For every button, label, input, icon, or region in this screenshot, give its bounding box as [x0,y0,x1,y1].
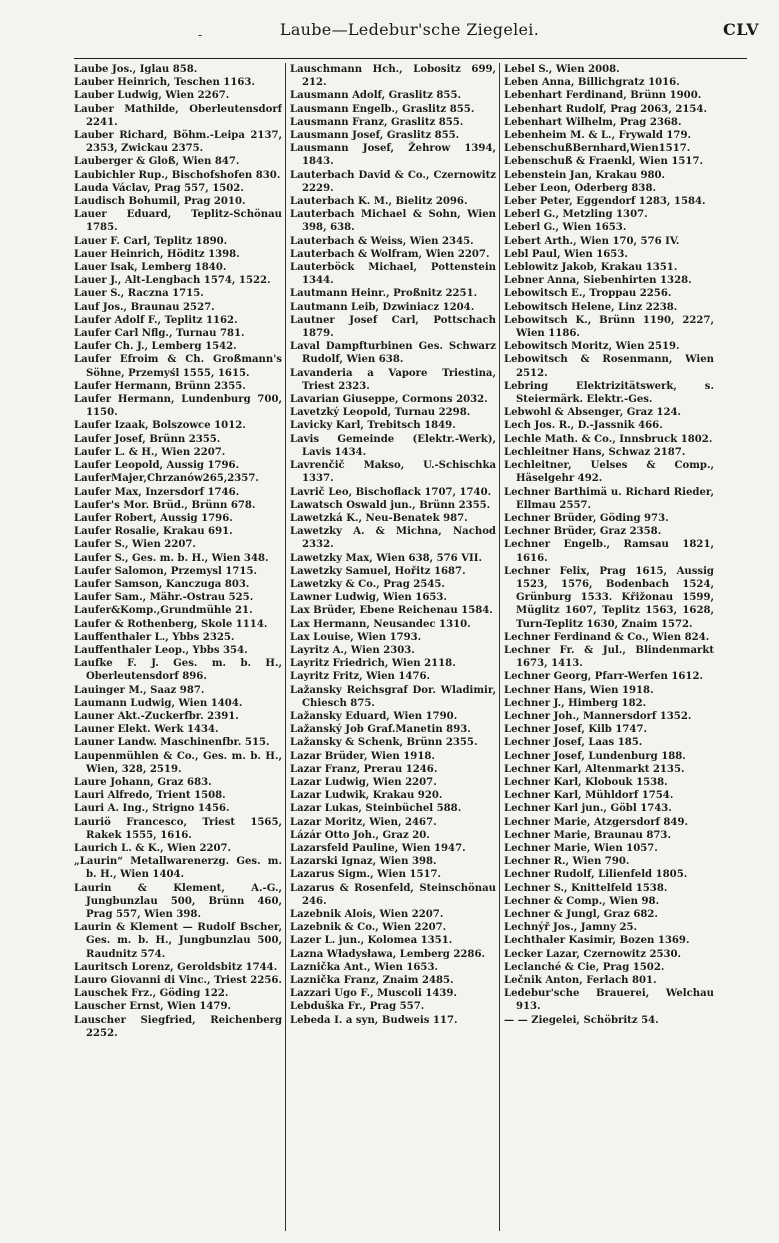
directory-entry: Lauriö Francesco, Triest 1565, Rakek 1555, 1616. [74,816,282,841]
directory-entry: Lebenhart Ferdinand, Brünn 1900. [504,90,702,102]
directory-entry: Lebowitsch & Rosenmann, Wien 2512. [504,354,714,379]
directory-entry: Laufer Carl Nflg., Turnau 781. [74,328,245,340]
directory-entry: Lauer F. Carl, Teplitz 1890. [74,235,228,247]
directory-entry: Laurich L. & K., Wien 2207. [74,842,232,854]
directory-entry: LauferMajer,Chrzanów265,2357. [74,473,259,485]
directory-entry: Lazar Franz, Prerau 1246. [290,763,438,775]
page-header [60,14,759,48]
directory-entry: Lauschek Frz., Göding 122. [74,988,229,1000]
directory-entry: Lebeda I. a syn, Budweis 117. [290,1014,458,1026]
directory-entry: Lechner S., Knittelfeld 1538. [504,882,668,894]
directory-entry: Launer Akt.-Zuckerfbr. 2391. [74,710,239,722]
directory-entry: Laufer Efroim & Ch. Großmann's Söhne, Przemyśl 1555, 1615. [74,354,282,379]
directory-entry: Lauro Giovanni di Vinc., Triest 2256. [74,975,282,987]
directory-entry: Laufke F. J. Ges. m. b. H., Oberleutensdorf 896. [74,658,282,683]
directory-entry: Lauber Richard, Böhm.-Leipa 2137, 2353, Zwickau 2375. [74,130,282,155]
directory-entry: Laufer Salomon, Przemysl 1715. [74,565,257,577]
directory-entry: Lautner Josef Carl, Pottschach 1879. [290,314,496,340]
directory-entry: Lechner R., Wien 790. [504,856,630,868]
header-rule [74,58,747,59]
directory-entry: Lebowitsch Moritz, Wien 2519. [504,341,680,353]
directory-entry: Lawner Ludwig, Wien 1653. [290,592,447,604]
directory-entry: Lechner Felix, Prag 1615, Aussig 1523, 1576, Bodenbach 1524, Grünburg 1533. Křižonau 1599, Müglitz 1607, Teplitz 1563, 1628, Turn-Teplitz 1630, Znaim 1572. [504,565,714,630]
directory-entry: Lawetzky & Co., Prag 2545. [290,578,445,590]
column-middle [290,63,496,1233]
directory-entry: Lazar Moritz, Wien, 2467. [290,816,437,828]
directory-entry: Lautmann Leib, Dzwiniacz 1204. [290,301,475,313]
directory-entry: Lauri Alfredo, Trient 1508. [74,790,226,802]
directory-entry: Lechner Josef, Kilb 1747. [504,724,647,736]
directory-entry: Lawetzká K., Neu-Benatek 987. [290,512,468,524]
directory-entry: Lechner Karl, Mühldorf 1754. [504,790,674,802]
directory-entry: Lauterbach Michael & Sohn, Wien 398, 638. [290,209,496,234]
directory-entry: Lauffenthaler L., Ybbs 2325. [74,631,235,643]
directory-entry: Lavanderia a Vapore Triestina, Triest 2323. [290,367,496,392]
directory-entry: Lawetzky A. & Michna, Nachod 2332. [290,526,496,551]
directory-entry: Lauterbach David & Co., Czernowitz 2229. [290,169,496,194]
column-divider [499,63,500,1231]
directory-entry: Laufer Leopold, Aussig 1796. [74,460,240,472]
directory-entry: Lazebnik Alois, Wien 2207. [290,909,444,920]
directory-entry: Leber Peter, Eggendorf 1283, 1584. [504,196,706,208]
directory-entry: Lauf Jos., Braunau 2527. [74,301,215,313]
directory-entry: Leblowitz Jakob, Krakau 1351. [504,262,678,274]
directory-entry: Laufer's Mor. Brüd., Brünn 678. [74,499,256,511]
directory-entry: Laufer Rosalie, Krakau 691. [74,526,233,538]
column-left [74,63,282,1233]
directory-entry: Lauscher Siegfried, Reichenberg 2252. [74,1014,282,1039]
directory-entry: Laufer Max, Inzersdorf 1746. [74,486,240,498]
column-right [504,63,714,1233]
directory-entry: Lausmann Engelb., Graslitz 855. [290,103,475,115]
directory-entry: Lebenheim M. & L., Frywald 179. [504,130,691,142]
directory-entry: Lechner Barthimä u. Richard Rieder, Ellmau 2557. [504,486,714,511]
directory-entry: Launer Elekt. Werk 1434. [74,724,219,736]
directory-entry: Lechner J., Himberg 182. [504,697,647,709]
directory-entry: Lebowitsch K., Brünn 1190, 2227, Wien 1186. [504,314,714,340]
directory-entry: Leberl G., Metzling 1307. [504,209,648,221]
directory-entry: Lechner Brüder, Graz 2358. [504,526,662,538]
directory-entry: Lauschmann Hch., Lobositz 699, 212. [290,64,496,89]
directory-entry: Lawatsch Oswald jun., Brünn 2355. [290,499,491,511]
directory-entry: Lauer S., Raczna 1715. [74,288,204,300]
directory-entry: Lebenhart Rudolf, Prag 2063, 2154. [504,103,707,115]
entry-columns [74,63,714,1233]
page-number: CLV [723,20,759,39]
directory-entry: Laufer & Rothenberg, Skole 1114. [74,618,268,630]
directory-entry: Lazna Władysława, Lemberg 2286. [290,948,485,960]
directory-entry: Lechnýř Jos., Jamny 25. [504,922,638,934]
directory-entry: Lažansky Eduard, Wien 1790. [290,710,458,722]
directory-entry: Lechner & Comp., Wien 98. [504,895,660,907]
directory-entry: Lebduška Fr., Prag 557. [290,1001,425,1013]
directory-entry: Lechleitner, Uelses & Comp., Häselgehr 492. [504,460,714,485]
directory-entry: „Laurin“ Metallwarenerzg. Ges. m. b. H., Wien 1404. [74,856,282,881]
directory-entry: Lebowitsch E., Troppau 2256. [504,288,672,300]
directory-entry: Lautmann Heinr., Proßnitz 2251. [290,288,478,300]
directory-entry: Lech Jos. R., D.-Jassnik 466. [504,420,663,432]
directory-entry: Lavicky Karl, Trebitsch 1849. [290,420,456,432]
directory-entry: Laufer Hermann, Lundenburg 700, 1150. [74,394,282,419]
directory-entry: Lausmann Josef, Graslitz 855. [290,130,460,142]
directory-entry: Lazarus Sigm., Wien 1517. [290,869,442,881]
directory-entry: Lechthaler Kasimir, Bozen 1369. [504,935,690,947]
directory-entry: Laufer Adolf F., Teplitz 1162. [74,314,238,326]
directory-entry: Laufer Izaak, Bolszowce 1012. [74,420,246,432]
directory-entry: Lechner Ferdinand & Co., Wien 824. [504,631,710,643]
directory-entry: Laufer L. & H., Wien 2207. [74,446,226,458]
directory-entry: Lax Hermann, Neusandec 1310. [290,618,471,630]
directory-entry: Leberl G., Wien 1653. [504,222,627,234]
directory-entry: Laudisch Bohumil, Prag 2010. [74,196,246,208]
directory-entry: Lauterböck Michael, Pottenstein 1344. [290,262,496,287]
directory-entry: Lechner Marie, Atzgersdorf 849. [504,816,688,828]
directory-entry: Lausmann Josef, Žehrow 1394, 1843. [290,143,496,168]
header-mark: - [198,28,203,42]
directory-entry: Laufer S., Wien 2207. [74,539,196,551]
directory-entry: Lechner Brüder, Göding 973. [504,512,669,524]
directory-entry: Laufer&Komp.,Grundmühle 21. [74,605,253,617]
directory-entry: Lechner Fr. & Jul., Blindenmarkt 1673, 1413. [504,644,714,670]
directory-entry: Lažansky & Schenk, Brünn 2355. [290,737,478,749]
directory-entry: Lazarus & Rosenfeld, Steinschönau 246. [290,882,496,907]
directory-entry: Lechner Georg, Pfarr-Werfen 1612. [504,671,703,683]
directory-entry: Laurin & Klement — Rudolf Bscher, Ges. m. b. H., Jungbunzlau 500, Raudnitz 574. [74,922,282,960]
directory-entry: Laufer Samson, Kanczuga 803. [74,578,250,590]
directory-entry: Lauinger M., Saaz 987. [74,684,205,696]
directory-entry: Layritz Fritz, Wien 1476. [290,671,431,683]
directory-entry: Lazarski Ignaz, Wien 398. [290,856,437,868]
directory-entry: Leben Anna, Billichgratz 1016. [504,77,680,89]
directory-entry: Lazar Ludwik, Krakau 920. [290,790,443,802]
directory-entry: Lausmann Franz, Graslitz 855. [290,116,464,128]
directory-entry: Lazer L. jun., Kolomea 1351. [290,935,453,947]
directory-entry: Leclanché & Cie, Prag 1502. [504,961,665,973]
directory-entry: Laufer Hermann, Brünn 2355. [74,380,246,392]
directory-entry: Lazar Lukas, Steinbüchel 588. [290,803,462,815]
directory-entry: Laufer S., Ges. m. b. H., Wien 348. [74,552,269,564]
directory-entry: Lebl Paul, Wien 1653. [504,248,628,260]
directory-entry: Lechner Joh., Mannersdorf 1352. [504,710,692,722]
directory-entry: Lazzari Ugo F., Muscoli 1439. [290,988,457,1000]
directory-entry: Launer Landw. Maschinenfbr. 515. [74,737,270,749]
directory-entry: Laufer Josef, Brünn 2355. [74,433,221,445]
directory-entry: Leber Leon, Oderberg 838. [504,182,656,194]
directory-entry: Lečnik Anton, Ferlach 801. [504,975,657,987]
directory-entry: LebenschußBernhard,Wien1517. [504,143,691,155]
directory-entry: Laufer Ch. J., Lemberg 1542. [74,341,237,353]
directory-entry: Lauber Mathilde, Oberleutensdorf 2241. [74,103,282,128]
directory-entry: Laval Dampfturbinen Ges. Schwarz Rudolf, Wien 638. [290,341,496,366]
directory-entry: Laznička Franz, Znaim 2485. [290,975,454,987]
directory-entry: Laure Johann, Graz 683. [74,776,212,788]
directory-entry: Laznička Ant., Wien 1653. [290,961,438,973]
directory-entry: Lauer Eduard, Teplitz-Schönau 1785. [74,209,282,234]
directory-entry: Layritz A., Wien 2303. [290,644,415,656]
directory-entry: Lechner Hans, Wien 1918. [504,684,654,696]
directory-entry: Lavrič Leo, Bischoflack 1707, 1740. [290,486,492,498]
directory-entry: Lebenhart Wilhelm, Prag 2368. [504,116,682,128]
directory-entry: Lavarian Giuseppe, Cormons 2032. [290,394,488,406]
directory-entry: Lauscher Ernst, Wien 1479. [74,1001,231,1013]
directory-entry: Lechner Rudolf, Lilienfeld 1805. [504,869,688,881]
directory-entry: Lechner Marie, Braunau 873. [504,829,671,841]
directory-entry: Lechner Karl jun., Göbl 1743. [504,803,672,815]
directory-entry: Lavis Gemeinde (Elektr.-Werk), Lavis 1434. [290,433,496,458]
directory-entry: Lauer Isak, Lemberg 1840. [74,262,227,274]
directory-entry: Lauterbach & Weiss, Wien 2345. [290,235,474,247]
directory-entry: Lauber Ludwig, Wien 2267. [74,90,230,102]
directory-entry: Lecker Lazar, Czernowitz 2530. [504,948,682,960]
directory-entry: Lazarsfeld Pauline, Wien 1947. [290,842,466,854]
directory-entry: Lebowitsch Helene, Linz 2238. [504,301,678,313]
directory-entry: Laube Jos., Iglau 858. [74,64,198,75]
directory-entry: Lechle Math. & Co., Innsbruck 1802. [504,433,713,445]
directory-entry: Lazar Brüder, Wien 1918. [290,750,435,762]
directory-entry: Lechner Karl, Altenmarkt 2135. [504,763,685,775]
directory-entry: Lausmann Adolf, Graslitz 855. [290,90,461,102]
directory-entry: Lechner & Jungl, Graz 682. [504,909,658,920]
directory-entry: Lechleitner Hans, Schwaz 2187. [504,446,686,458]
directory-entry: Lax Brüder, Ebene Reichenau 1584. [290,605,493,617]
directory-entry: Lebenstein Jan, Krakau 980. [504,169,666,181]
directory-entry: Ledebur'sche Brauerei, Welchau 913. [504,988,714,1013]
directory-entry: Lebenschuß & Fraenkl, Wien 1517. [504,156,703,168]
directory-entry: Lawetzky Max, Wien 638, 576 VII. [290,552,483,564]
directory-entry: Laurin & Klement, A.-G., Jungbunzlau 500, Brünn 460, Prag 557, Wien 398. [74,882,282,920]
directory-entry: Lauda Václav, Prag 557, 1502. [74,182,244,194]
directory-entry: Lauber Heinrich, Teschen 1163. [74,77,255,89]
directory-entry: Lauer Heinrich, Höditz 1398. [74,248,240,260]
directory-entry: Lechner Josef, Lundenburg 188. [504,750,686,762]
directory-entry: Lebring Elektrizitätswerk, s. Steiermärk. Elektr.-Ges. [504,380,714,406]
directory-entry: Lauritsch Lorenz, Geroldsbitz 1744. [74,961,278,973]
directory-entry: Laufer Robert, Aussig 1796. [74,512,233,524]
directory-entry: Lax Louise, Wien 1793. [290,631,422,643]
directory-entry: Lažansky Reichsgraf Dor. Wladimir, Chiesch 875. [290,684,496,709]
directory-entry: Lauterbach & Wolfram, Wien 2207. [290,248,490,260]
directory-entry: Lazebnik & Co., Wien 2207. [290,922,447,934]
directory-entry: Layritz Friedrich, Wien 2118. [290,658,456,670]
column-divider [285,63,286,1231]
directory-entry: Laufer Sam., Mähr.-Ostrau 525. [74,592,254,604]
directory-entry: Lazar Ludwig, Wien 2207. [290,776,437,788]
directory-entry: Laubichler Rup., Bischofshofen 830. [74,169,281,181]
directory-entry: Laupenmühlen & Co., Ges. m. b. H., Wien, 328, 2519. [74,750,282,775]
directory-entry: Lauberger & Gloß, Wien 847. [74,156,240,168]
directory-entry: Lauer J., Alt-Lengbach 1574, 1522. [74,275,271,287]
directory-entry: Lechner Karl, Klobouk 1538. [504,776,668,788]
directory-entry: Lechner Josef, Laas 185. [504,737,643,749]
directory-entry: Lebner Anna, Siebenhirten 1328. [504,275,692,287]
directory-entry: Lauterbach K. M., Bielitz 2096. [290,196,468,208]
directory-entry: Lechner Engelb., Ramsau 1821, 1616. [504,539,714,564]
directory-entry: Lavrenčič Makso, U.-Schischka 1337. [290,460,496,485]
directory-entry: Lauri A. Ing., Strigno 1456. [74,803,230,815]
directory-entry: Lebel S., Wien 2008. [504,64,620,75]
directory-entry: — — Ziegelei, Schöbritz 54. [504,1014,659,1026]
directory-entry: Lebert Arth., Wien 170, 576 IV. [504,235,680,247]
directory-entry: Lebwohl & Absenger, Graz 124. [504,407,682,419]
page-title: Laube—Ledebur'sche Ziegelei. [279,20,540,39]
directory-entry: Lechner Marie, Wien 1057. [504,842,658,854]
directory-entry: Lázár Otto Joh., Graz 20. [290,829,430,841]
directory-entry: Lavetzký Leopold, Turnau 2298. [290,407,471,419]
directory-entry: Lažanský Job Graf.Manetin 893. [290,724,471,736]
directory-entry: Lawetzky Samuel, Hořitz 1687. [290,565,466,577]
directory-entry: Laumann Ludwig, Wien 1404. [74,697,243,709]
directory-entry: Lauffenthaler Leop., Ybbs 354. [74,644,248,656]
